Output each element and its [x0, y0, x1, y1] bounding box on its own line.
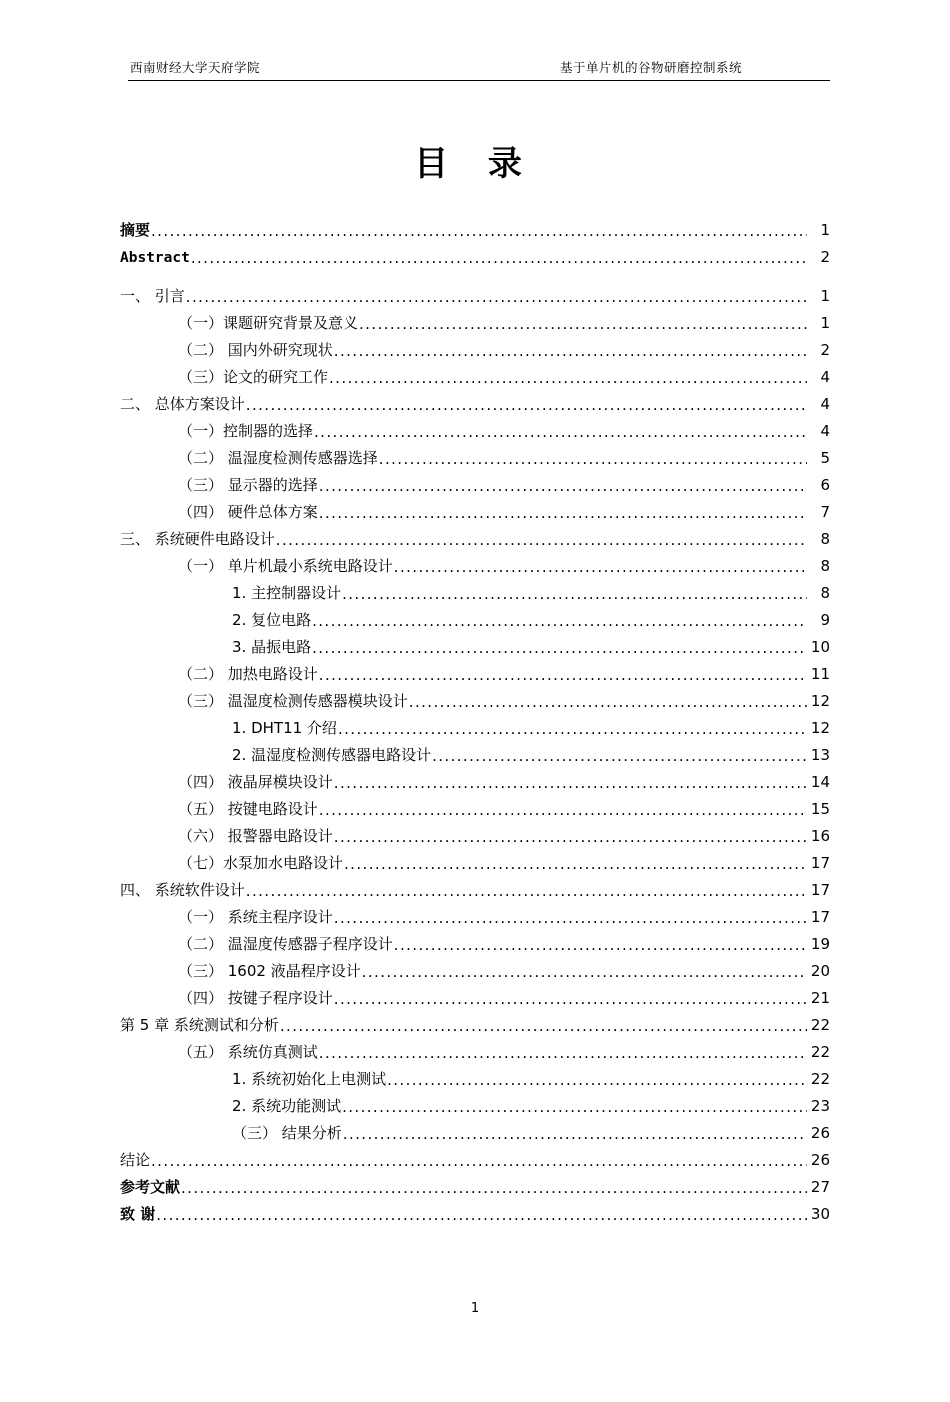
toc-leader-dots [191, 250, 807, 265]
toc-entry[interactable] [120, 790, 830, 817]
toc-entry-label: 1. 系统初始化上电测试 [232, 1070, 387, 1088]
toc-entry-label: （五） 按键电路设计 [178, 800, 318, 818]
toc-entry-label: （三）论文的研究工作 [178, 368, 329, 386]
toc-entry[interactable] [120, 574, 830, 601]
toc-entry-label: （四） 硬件总体方案 [178, 503, 318, 521]
toc-entry[interactable] [120, 304, 830, 331]
toc-entry[interactable] [120, 277, 830, 304]
toc-entry-page: 17 [810, 881, 830, 899]
toc-leader-dots [338, 721, 807, 736]
toc-leader-dots [319, 1045, 807, 1060]
toc-entry-label: （四） 液晶屏模块设计 [178, 773, 333, 791]
toc-entry-page: 4 [820, 368, 830, 386]
toc-entry-page: 22 [810, 1043, 830, 1061]
toc-entry-label: Abstract [120, 249, 190, 266]
toc-entry-label: （四） 按键子程序设计 [178, 989, 333, 1007]
toc-entry-label: （三） 结果分析 [232, 1124, 342, 1142]
toc-entry-label: 第 5 章 系统测试和分析 [120, 1016, 279, 1034]
toc-leader-dots [319, 505, 807, 520]
toc-entry[interactable] [120, 1006, 830, 1033]
toc-leader-dots [276, 532, 807, 547]
toc-leader-dots [246, 397, 807, 412]
toc-entry-page: 9 [820, 611, 830, 629]
toc-entry-page: 1 [820, 287, 830, 305]
toc-entry[interactable] [120, 682, 830, 709]
toc-entry[interactable] [120, 736, 830, 763]
toc-leader-dots [334, 910, 807, 925]
toc-entry-page: 26 [810, 1151, 830, 1169]
toc-leader-dots [319, 667, 807, 682]
toc-entry-page: 14 [810, 773, 830, 791]
header-thesis-title: 基于单片机的谷物研磨控制系统 [560, 60, 743, 75]
toc-entry-page: 26 [810, 1124, 830, 1142]
toc-entry-label: （二） 加热电路设计 [178, 665, 318, 683]
toc-entry-label: （一）课题研究背景及意义 [178, 314, 359, 332]
toc-leader-dots [319, 802, 807, 817]
toc-entry-page: 12 [810, 692, 830, 710]
toc-leader-dots [334, 829, 807, 844]
toc-entry-label: 致 谢 [120, 1205, 156, 1223]
toc-entry[interactable] [120, 871, 830, 898]
toc-leader-dots [334, 775, 807, 790]
toc-entry-label: 3. 晶振电路 [232, 638, 312, 656]
toc-entry[interactable] [120, 493, 830, 520]
toc-entry-page: 2 [820, 341, 830, 359]
toc-entry[interactable] [120, 817, 830, 844]
toc-entry-label: （三） 显示器的选择 [178, 476, 318, 494]
toc-leader-dots [280, 1018, 807, 1033]
toc-entry-label: 四、 系统软件设计 [120, 881, 245, 899]
table-of-contents [120, 211, 830, 1222]
toc-entry-label: 2. 复位电路 [232, 611, 312, 629]
toc-entry[interactable] [120, 1195, 830, 1222]
toc-entry[interactable] [120, 412, 830, 439]
toc-entry-label: 2. 温湿度检测传感器电路设计 [232, 746, 432, 764]
toc-entry[interactable] [120, 601, 830, 628]
document-page [0, 58, 950, 1402]
toc-leader-dots [343, 1126, 807, 1141]
toc-entry-label: （六） 报警器电路设计 [178, 827, 333, 845]
toc-leader-dots [379, 451, 807, 466]
toc-entry[interactable] [120, 763, 830, 790]
toc-entry[interactable] [120, 385, 830, 412]
toc-entry-page: 22 [810, 1070, 830, 1088]
toc-entry[interactable] [120, 952, 830, 979]
toc-leader-dots [181, 1180, 807, 1195]
toc-entry-page: 4 [820, 395, 830, 413]
toc-leader-dots [362, 964, 807, 979]
toc-entry[interactable] [120, 709, 830, 736]
toc-leader-dots [186, 289, 807, 304]
toc-entry-page: 7 [820, 503, 830, 521]
toc-entry-page: 30 [810, 1205, 830, 1223]
toc-entry-label: （五） 系统仿真测试 [178, 1043, 318, 1061]
toc-entry-label: 三、 系统硬件电路设计 [120, 530, 275, 548]
toc-entry-page: 20 [810, 962, 830, 980]
toc-entry-page: 12 [810, 719, 830, 737]
toc-entry-page: 5 [820, 449, 830, 467]
toc-entry[interactable] [120, 1141, 830, 1168]
toc-leader-dots [312, 640, 807, 655]
toc-entry[interactable] [120, 547, 830, 574]
toc-entry-page: 22 [810, 1016, 830, 1034]
toc-entry-label: （一） 单片机最小系统电路设计 [178, 557, 393, 575]
toc-leader-dots [394, 937, 807, 952]
toc-leader-dots [342, 586, 807, 601]
toc-entry-label: （一）控制器的选择 [178, 422, 314, 440]
toc-leader-dots [329, 370, 807, 385]
toc-leader-dots [314, 424, 807, 439]
toc-entry-label: （三） 温湿度检测传感器模块设计 [178, 692, 408, 710]
toc-entry[interactable] [120, 925, 830, 952]
toc-entry-label: （七）水泵加水电路设计 [178, 854, 344, 872]
toc-entry-page: 4 [820, 422, 830, 440]
toc-leader-dots [342, 1099, 807, 1114]
page-title: 目 录 [414, 144, 536, 184]
toc-entry-page: 13 [810, 746, 830, 764]
toc-leader-dots [151, 1153, 807, 1168]
page-footer: 1 [470, 1301, 480, 1316]
toc-entry-page: 19 [810, 935, 830, 953]
toc-entry-page: 8 [820, 584, 830, 602]
toc-leader-dots [334, 343, 807, 358]
toc-entry-page: 15 [810, 800, 830, 818]
toc-entry-label: （三） 1602 液晶程序设计 [178, 962, 361, 980]
toc-entry[interactable] [120, 979, 830, 1006]
toc-leader-dots [312, 613, 807, 628]
toc-leader-dots [359, 316, 807, 331]
toc-entry-page: 2 [820, 248, 830, 266]
toc-leader-dots [387, 1072, 807, 1087]
toc-entry-label: 1. DHT11 介绍 [232, 719, 337, 737]
toc-entry[interactable] [120, 238, 830, 265]
toc-entry-page: 17 [810, 854, 830, 872]
toc-entry[interactable] [120, 520, 830, 547]
toc-entry-label: 二、 总体方案设计 [120, 395, 245, 413]
toc-entry-page: 8 [820, 557, 830, 575]
toc-entry-page: 21 [810, 989, 830, 1007]
toc-entry[interactable] [120, 844, 830, 871]
toc-entry-label: （二） 温湿度检测传感器选择 [178, 449, 378, 467]
toc-entry-label: （二） 国内外研究现状 [178, 341, 333, 359]
toc-entry-label: （一） 系统主程序设计 [178, 908, 333, 926]
toc-entry[interactable] [120, 1033, 830, 1060]
toc-entry-page: 10 [810, 638, 830, 656]
toc-entry[interactable] [120, 898, 830, 925]
toc-entry-label: 摘要 [120, 221, 151, 239]
toc-entry-page: 1 [820, 314, 830, 332]
toc-entry[interactable] [120, 1060, 830, 1087]
toc-entry-page: 11 [810, 665, 830, 683]
toc-entry[interactable] [120, 628, 830, 655]
toc-entry-page: 16 [810, 827, 830, 845]
toc-entry[interactable] [120, 1087, 830, 1114]
toc-leader-dots [334, 991, 807, 1006]
toc-entry-label: 结论 [120, 1151, 151, 1169]
toc-leader-dots [319, 478, 807, 493]
toc-entry-label: 1. 主控制器设计 [232, 584, 342, 602]
toc-leader-dots [344, 856, 807, 871]
toc-entry-label: 一、 引言 [120, 287, 185, 305]
toc-entry[interactable] [120, 655, 830, 682]
toc-entry[interactable] [120, 331, 830, 358]
toc-entry[interactable] [120, 1168, 830, 1195]
toc-entry[interactable] [120, 466, 830, 493]
toc-leader-dots [394, 559, 807, 574]
toc-entry-page: 6 [820, 476, 830, 494]
toc-entry[interactable] [120, 439, 830, 466]
toc-leader-dots [151, 223, 807, 238]
toc-entry-page: 17 [810, 908, 830, 926]
toc-entry-page: 8 [820, 530, 830, 548]
toc-leader-dots [246, 883, 807, 898]
toc-entry[interactable] [120, 358, 830, 385]
toc-entry-label: 2. 系统功能测试 [232, 1097, 342, 1115]
header-divider [128, 80, 830, 81]
toc-entry-label: 参考文献 [120, 1178, 181, 1196]
toc-entry-page: 27 [810, 1178, 830, 1196]
toc-entry-page: 23 [810, 1097, 830, 1115]
toc-entry[interactable] [120, 211, 830, 238]
toc-leader-dots [156, 1207, 807, 1222]
toc-entry-label: （二） 温湿度传感器子程序设计 [178, 935, 393, 953]
toc-entry[interactable] [120, 1114, 830, 1141]
toc-leader-dots [409, 694, 807, 709]
page-header [120, 58, 830, 86]
header-institution: 西南财经大学天府学院 [130, 60, 261, 75]
toc-entry-page: 1 [820, 221, 830, 239]
toc-leader-dots [432, 748, 807, 763]
